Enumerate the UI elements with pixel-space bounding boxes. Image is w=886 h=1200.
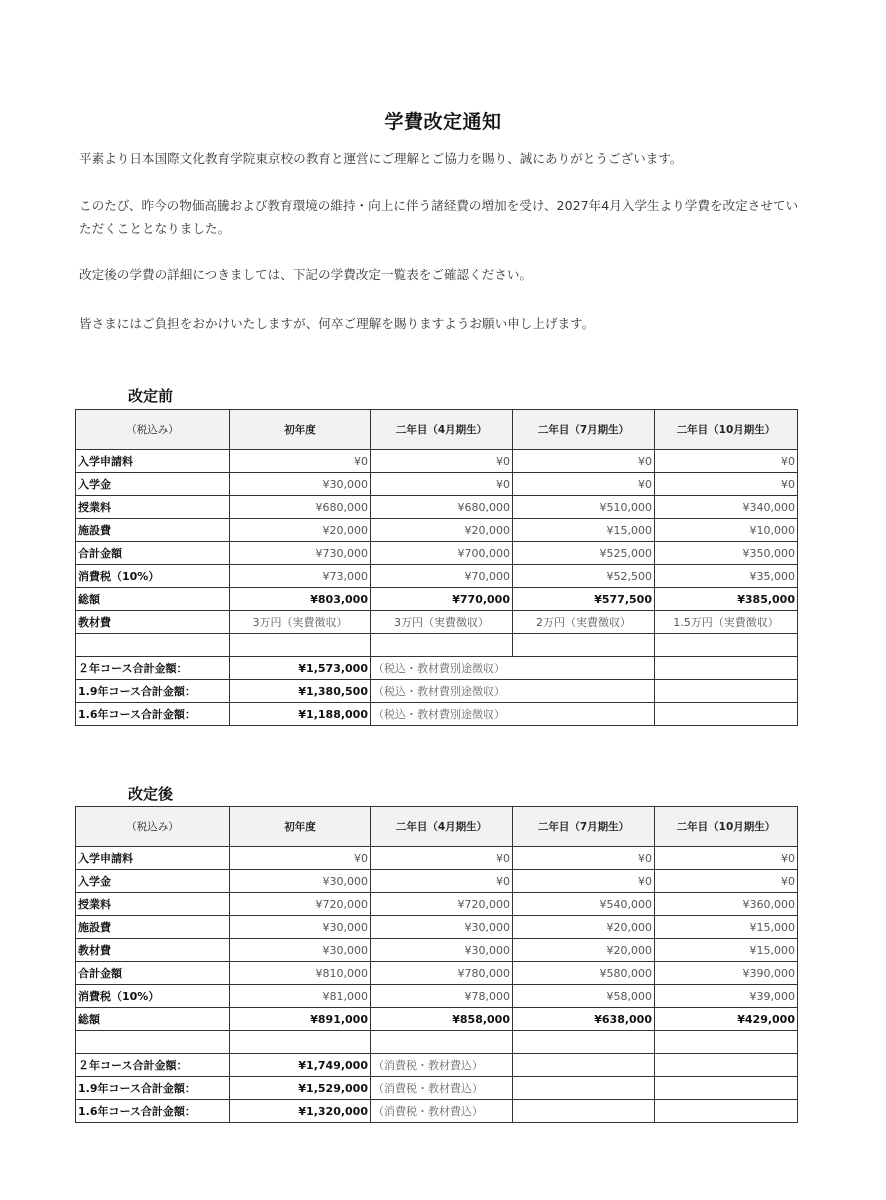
table-row	[76, 870, 798, 893]
column-header: 二年目（10月期生）	[655, 807, 798, 847]
before-revision-label: 改定前	[128, 387, 174, 405]
fee-cell: ¥20,000	[513, 939, 655, 962]
fee-cell: ¥803,000	[230, 588, 371, 611]
fee-cell: ¥0	[655, 870, 798, 893]
fee-cell: ¥350,000	[655, 542, 798, 565]
fee-cell: ¥10,000	[655, 519, 798, 542]
table-row	[76, 519, 798, 542]
fee-cell: ¥385,000	[655, 588, 798, 611]
header-tax-note: （税込み）	[76, 410, 230, 450]
fee-cell: ¥15,000	[513, 519, 655, 542]
course-total-value: ¥1,188,000	[230, 703, 371, 726]
fee-cell: ¥0	[230, 847, 371, 870]
summary-row	[76, 703, 798, 726]
empty-cell	[513, 634, 655, 657]
empty-cell	[76, 634, 230, 657]
course-total-label: 1.6年コース合計金額：	[76, 1100, 230, 1123]
fee-cell: ¥680,000	[371, 496, 513, 519]
details-paragraph: 改定後の学費の詳細につきましては、下記の学費改定一覧表をご確認ください。	[79, 267, 533, 282]
announcement-paragraph: このたび、昨今の物価高騰および教育環境の維持・向上に伴う諸経費の増加を受け、2027年4月入学生より学費を改定させていただくこととなりました。	[79, 198, 799, 236]
course-total-note: （消費税・教材費込）	[371, 1077, 513, 1100]
table-row	[76, 962, 798, 985]
fee-cell: ¥30,000	[230, 473, 371, 496]
empty-cell	[655, 703, 798, 726]
row-label: 総額	[76, 588, 230, 611]
fee-cell: ¥730,000	[230, 542, 371, 565]
empty-cell	[230, 634, 371, 657]
table-row	[76, 893, 798, 916]
fee-cell: ¥0	[371, 473, 513, 496]
fee-cell: ¥0	[513, 870, 655, 893]
empty-cell	[230, 1031, 371, 1054]
document-title: 学費改定通知	[384, 111, 502, 133]
spacer-row	[76, 634, 798, 657]
table-row	[76, 1008, 798, 1031]
row-label: 合計金額	[76, 542, 230, 565]
course-total-value: ¥1,529,000	[230, 1077, 371, 1100]
column-header: 二年目（4月期生）	[371, 807, 513, 847]
column-header: 二年目（10月期生）	[655, 410, 798, 450]
course-total-value: ¥1,573,000	[230, 657, 371, 680]
fee-cell: ¥30,000	[230, 870, 371, 893]
fee-cell: ¥720,000	[371, 893, 513, 916]
fee-cell: ¥78,000	[371, 985, 513, 1008]
fee-cell: ¥810,000	[230, 962, 371, 985]
table-header-row	[76, 807, 798, 847]
header-tax-note: （税込み）	[76, 807, 230, 847]
fee-cell: ¥429,000	[655, 1008, 798, 1031]
course-total-note: （税込・教材費別途徴収）	[371, 657, 655, 680]
fee-cell: ¥770,000	[371, 588, 513, 611]
fee-cell: ¥30,000	[371, 916, 513, 939]
fee-cell: 3万円（実費徴収）	[230, 611, 371, 634]
row-label: 合計金額	[76, 962, 230, 985]
empty-cell	[513, 1100, 655, 1123]
spacer-row	[76, 1031, 798, 1054]
table-row	[76, 939, 798, 962]
fee-cell: ¥30,000	[371, 939, 513, 962]
table-row	[76, 847, 798, 870]
course-total-note: （消費税・教材費込）	[371, 1100, 513, 1123]
course-total-note: （税込・教材費別途徴収）	[371, 703, 655, 726]
fee-cell: ¥858,000	[371, 1008, 513, 1031]
table-row	[76, 450, 798, 473]
row-label: 総額	[76, 1008, 230, 1031]
fee-cell: ¥0	[513, 450, 655, 473]
column-header: 二年目（4月期生）	[371, 410, 513, 450]
course-total-label: 1.9年コース合計金額：	[76, 680, 230, 703]
fee-cell: ¥510,000	[513, 496, 655, 519]
fee-cell: ¥638,000	[513, 1008, 655, 1031]
fee-cell: ¥540,000	[513, 893, 655, 916]
empty-cell	[655, 680, 798, 703]
summary-row	[76, 1100, 798, 1123]
fee-cell: ¥580,000	[513, 962, 655, 985]
table-row	[76, 473, 798, 496]
fee-cell: ¥15,000	[655, 939, 798, 962]
course-total-value: ¥1,749,000	[230, 1054, 371, 1077]
row-label: 入学金	[76, 870, 230, 893]
table-header-row	[76, 410, 798, 450]
course-total-label: ２年コース合計金額：	[76, 1054, 230, 1077]
after-revision-table	[75, 806, 798, 1123]
table-row	[76, 496, 798, 519]
column-header: 初年度	[230, 410, 371, 450]
fee-cell: ¥525,000	[513, 542, 655, 565]
table-row	[76, 985, 798, 1008]
fee-cell: ¥73,000	[230, 565, 371, 588]
fee-cell: ¥700,000	[371, 542, 513, 565]
empty-cell	[655, 634, 798, 657]
empty-cell	[655, 1054, 798, 1077]
empty-cell	[513, 1031, 655, 1054]
course-total-note: （消費税・教材費込）	[371, 1054, 513, 1077]
empty-cell	[371, 634, 513, 657]
before-revision-table	[75, 409, 798, 726]
closing-paragraph: 皆さまにはご負担をおかけいたしますが、何卒ご理解を賜りますようお願い申し上げます。	[79, 316, 595, 331]
course-total-note: （税込・教材費別途徴収）	[371, 680, 655, 703]
fee-cell: 3万円（実費徴収）	[371, 611, 513, 634]
fee-cell: ¥58,000	[513, 985, 655, 1008]
row-label: 消費税（10%）	[76, 565, 230, 588]
row-label: 授業料	[76, 893, 230, 916]
table-row	[76, 916, 798, 939]
course-total-value: ¥1,320,000	[230, 1100, 371, 1123]
fee-cell: ¥0	[655, 473, 798, 496]
course-total-label: ２年コース合計金額：	[76, 657, 230, 680]
fee-cell: ¥0	[371, 847, 513, 870]
fee-cell: ¥0	[230, 450, 371, 473]
after-revision-label: 改定後	[128, 785, 174, 803]
table-row	[76, 588, 798, 611]
fee-cell: ¥891,000	[230, 1008, 371, 1031]
row-label: 入学申請料	[76, 847, 230, 870]
fee-cell: ¥20,000	[513, 916, 655, 939]
fee-cell: ¥0	[513, 847, 655, 870]
fee-cell: ¥0	[371, 870, 513, 893]
fee-cell: ¥0	[513, 473, 655, 496]
course-total-label: 1.9年コース合計金額：	[76, 1077, 230, 1100]
fee-cell: ¥390,000	[655, 962, 798, 985]
empty-cell	[655, 1031, 798, 1054]
course-total-value: ¥1,380,500	[230, 680, 371, 703]
fee-cell: ¥0	[371, 450, 513, 473]
fee-cell: ¥0	[655, 847, 798, 870]
fee-cell: ¥720,000	[230, 893, 371, 916]
row-label: 消費税（10%）	[76, 985, 230, 1008]
fee-cell: ¥81,000	[230, 985, 371, 1008]
course-total-label: 1.6年コース合計金額：	[76, 703, 230, 726]
empty-cell	[513, 1077, 655, 1100]
table-row	[76, 565, 798, 588]
row-label: 施設費	[76, 519, 230, 542]
fee-cell: ¥30,000	[230, 916, 371, 939]
row-label: 入学申請料	[76, 450, 230, 473]
fee-cell: ¥70,000	[371, 565, 513, 588]
fee-cell: ¥20,000	[230, 519, 371, 542]
summary-row	[76, 1054, 798, 1077]
fee-cell: ¥780,000	[371, 962, 513, 985]
fee-cell: ¥680,000	[230, 496, 371, 519]
column-header: 初年度	[230, 807, 371, 847]
fee-cell: ¥39,000	[655, 985, 798, 1008]
fee-cell: 1.5万円（実費徴収）	[655, 611, 798, 634]
fee-cell: ¥20,000	[371, 519, 513, 542]
table-row	[76, 611, 798, 634]
empty-cell	[513, 1054, 655, 1077]
summary-row	[76, 657, 798, 680]
empty-cell	[76, 1031, 230, 1054]
fee-cell: ¥577,500	[513, 588, 655, 611]
empty-cell	[655, 1077, 798, 1100]
empty-cell	[371, 1031, 513, 1054]
table-row	[76, 542, 798, 565]
row-label: 教材費	[76, 611, 230, 634]
empty-cell	[655, 1100, 798, 1123]
row-label: 入学金	[76, 473, 230, 496]
column-header: 二年目（7月期生）	[513, 807, 655, 847]
fee-cell: ¥15,000	[655, 916, 798, 939]
fee-cell: ¥52,500	[513, 565, 655, 588]
row-label: 施設費	[76, 916, 230, 939]
fee-cell: ¥30,000	[230, 939, 371, 962]
fee-cell: ¥340,000	[655, 496, 798, 519]
row-label: 教材費	[76, 939, 230, 962]
fee-cell: ¥35,000	[655, 565, 798, 588]
fee-cell: ¥0	[655, 450, 798, 473]
summary-row	[76, 1077, 798, 1100]
greeting-paragraph: 平素より日本国際文化教育学院東京校の教育と運営にご理解とご協力を賜り、誠にありがとうございます。	[79, 151, 683, 166]
column-header: 二年目（7月期生）	[513, 410, 655, 450]
summary-row	[76, 680, 798, 703]
fee-cell: ¥360,000	[655, 893, 798, 916]
row-label: 授業料	[76, 496, 230, 519]
fee-cell: 2万円（実費徴収）	[513, 611, 655, 634]
empty-cell	[655, 657, 798, 680]
